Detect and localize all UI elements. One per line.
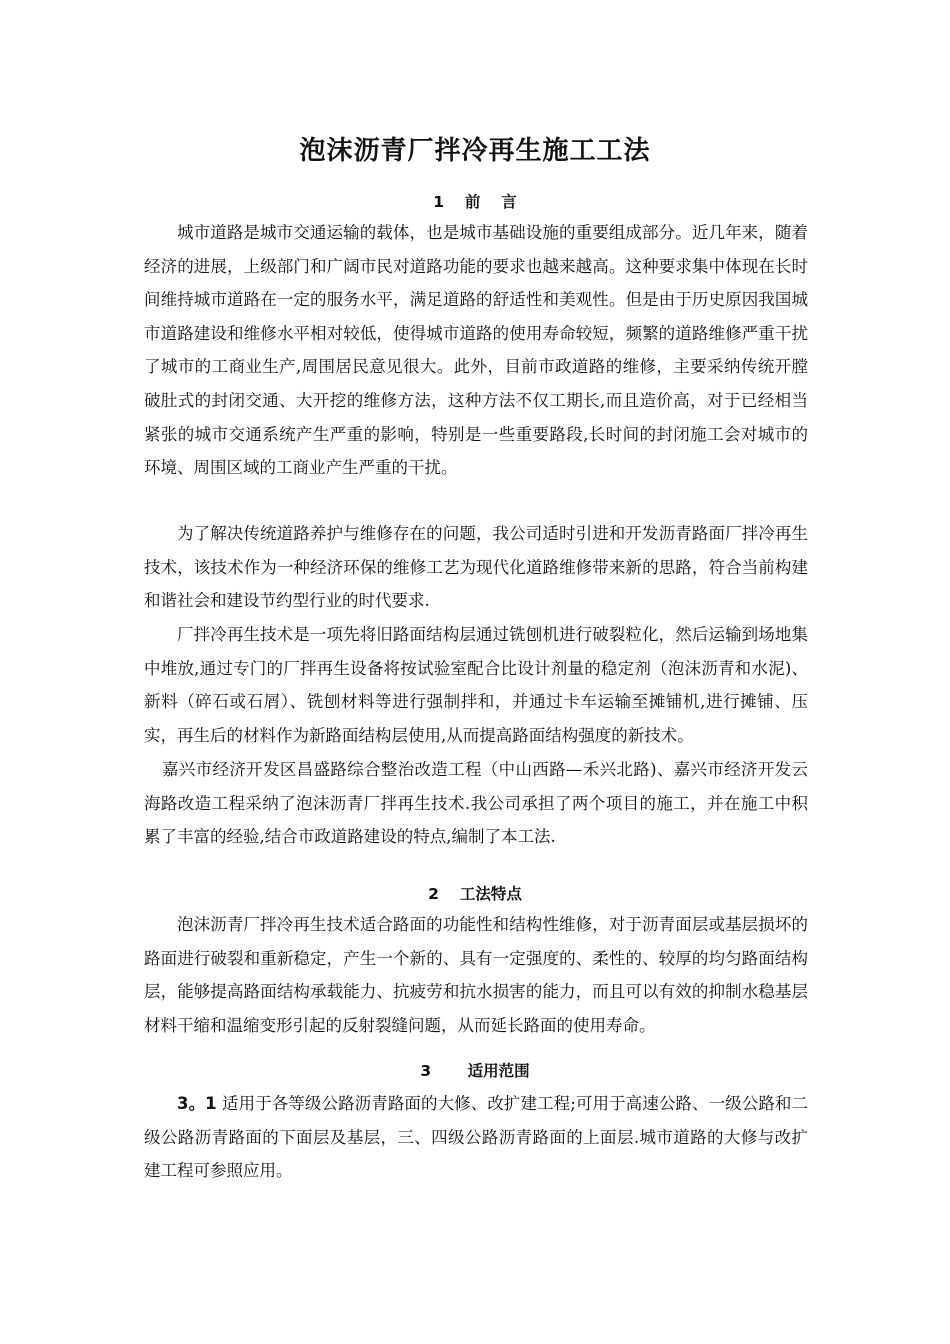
document-title: 泡沫沥青厂拌冷再生施工工法	[299, 136, 651, 166]
section-heading-preface: 1 前 言	[433, 193, 517, 211]
clause-number: 3。1	[177, 1094, 217, 1113]
paragraph: 为了解决传统道路养护与维修存在的问题，我公司适时引进和开发沥青路面厂拌冷再生技术，该技术作为一种经济环保的维修工艺为现代化道路维修带来新的思路，符合当前构建和谐社会和建设节约型行业的时代要求.	[144, 524, 808, 611]
paragraph: 嘉兴市经济开发区昌盛路综合整治改造工程（中山西路—禾兴北路)、嘉兴市经济开发云海路改造工程采纳了泡沫沥青厂拌再生技术.我公司承担了两个项目的施工，并在施工中积累了丰富的经验,结合市政道路建设的特点,编制了本工法.	[144, 760, 808, 847]
clause-text: 适用于各等级公路沥青路面的大修、改扩建工程;可用于高速公路、一级公路和二级公路沥青路面的下面层及基层，三、四级公路沥青路面的上面层.城市道路的大修与改扩建工程可参照应用。	[144, 1094, 809, 1181]
paragraph: 城市道路是城市交通运输的载体，也是城市基础设施的重要组成部分。近几年来，随着经济的进展，上级部门和广阔市民对道路功能的要求也越来越高。这种要求集中体现在长时间维持城市道路在一定的服务水平，满足道路的舒适性和美观性。但是由于历史原因我国城市道路建设和维修水平相对较低，使得城市道路的使用寿命较短，频繁的道路维修严重干扰了城市的工商业生产,周围居民意见很大。此外，目前市政道路的维修，主要采纳传统开膛破肚式的封闭交通、大开挖的维修方法，这种方法不仅工期长,而且造价高，对于已经相当紧张的城市交通系统产生严重的影响，特别是一些重要路段,长时间的封闭施工会对城市的环境、周围区域的工商业产生严重的干扰。	[144, 223, 808, 478]
clause-paragraph	[144, 1087, 808, 1188]
section-heading-features: 2 工法特点	[428, 885, 522, 903]
paragraph: 泡沫沥青厂拌冷再生技术适合路面的功能性和结构性维修，对于沥青面层或基层损坏的路面进行破裂和重新稳定，产生一个新的、具有一定强度的、柔性的、较厚的均匀路面结构层，能够提高路面结构承载能力、抗疲劳和抗水损害的能力，而且可以有效的抑制水稳基层材料干缩和温缩变形引起的反射裂缝问题，从而延长路面的使用寿命。	[144, 915, 808, 1035]
section-heading-scope: 3 适用范围	[420, 1062, 530, 1080]
paragraph: 厂拌冷再生技术是一项先将旧路面结构层通过铣刨机进行破裂粒化，然后运输到场地集中堆放,通过专门的厂拌再生设备将按试验室配合比设计剂量的稳定剂（泡沫沥青和水泥)、新料（碎石或石屑）、铣刨材料等进行强制拌和，并通过卡车运输至摊铺机,进行摊铺、压实，再生后的材料作为新路面结构层使用,从而提高路面结构强度的新技术。	[144, 625, 808, 745]
